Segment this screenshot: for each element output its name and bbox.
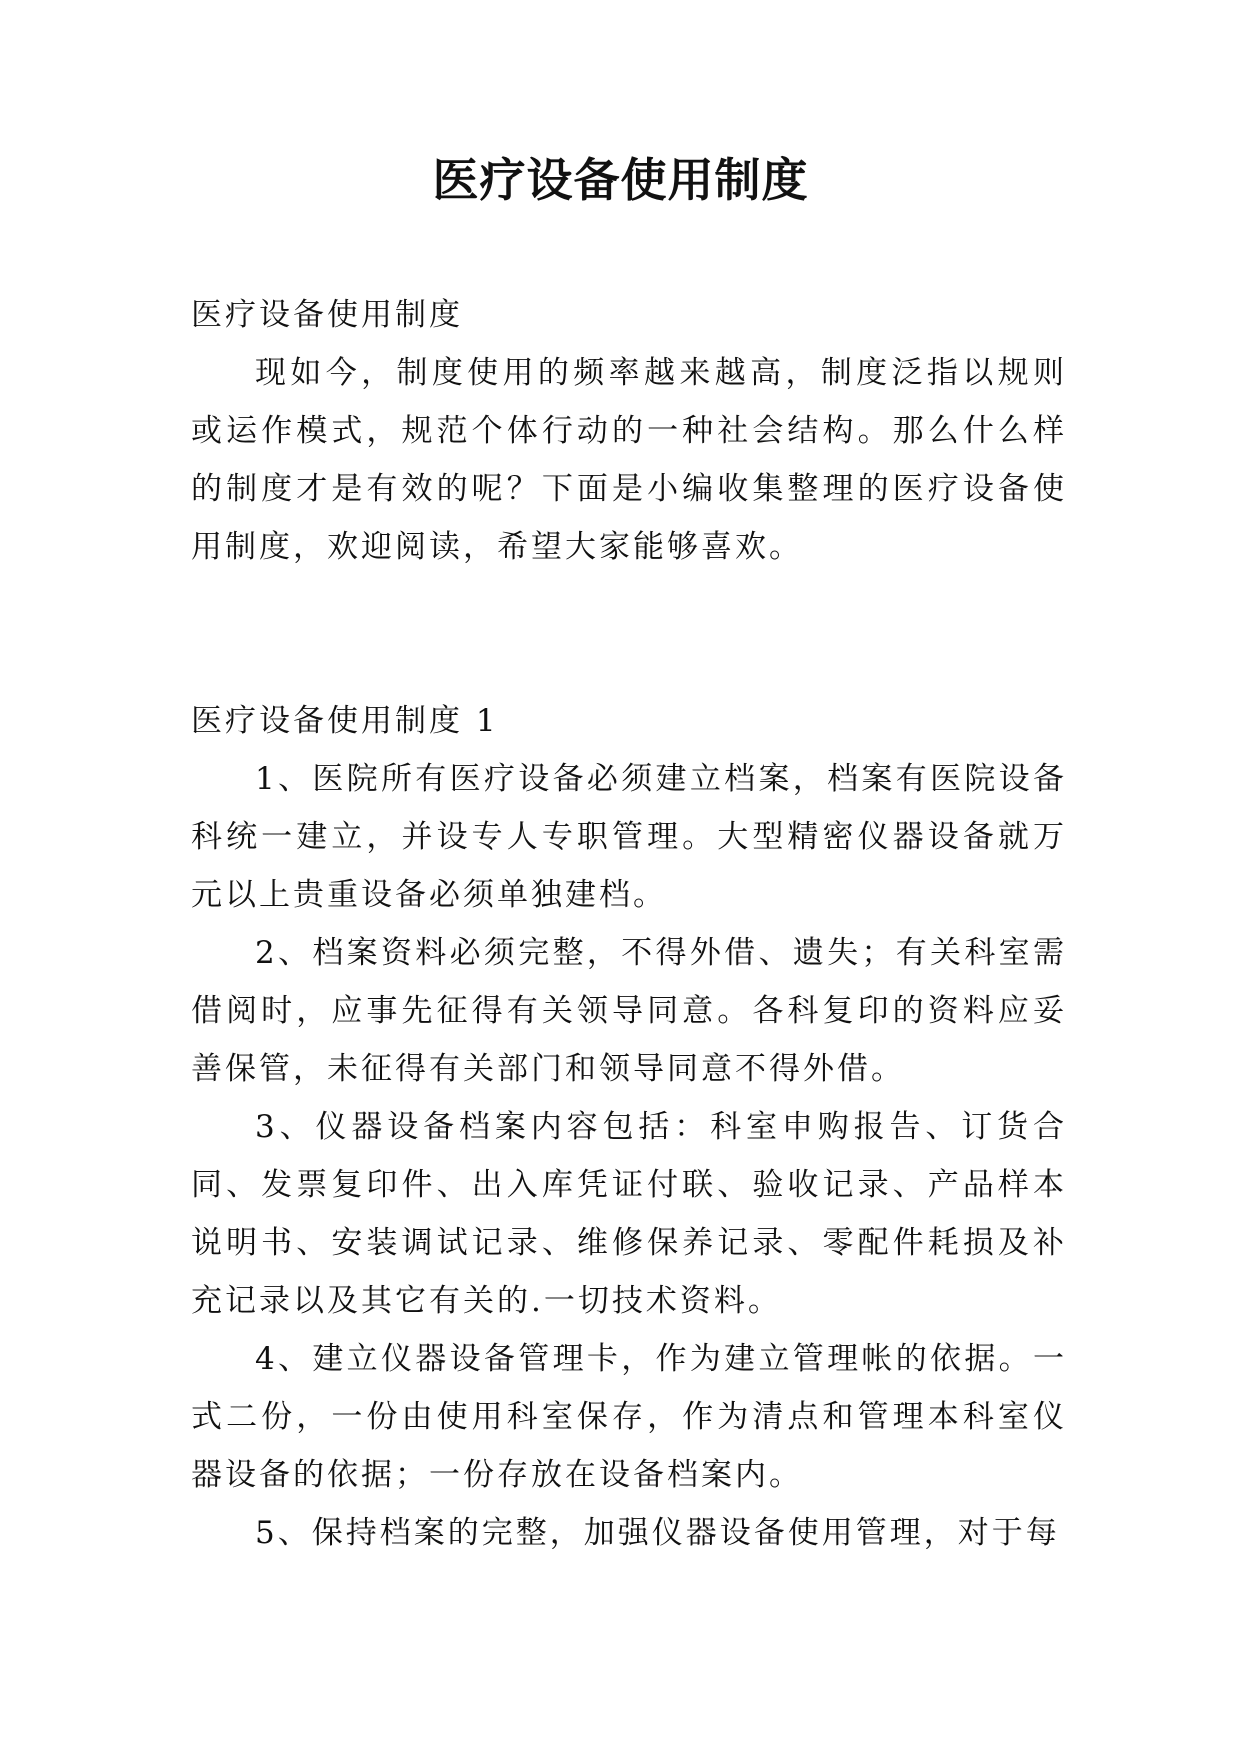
document-body (191, 286, 1067, 1562)
document-title: 医疗设备使用制度 (432, 153, 809, 207)
section-heading: 医疗设备使用制度 1 (191, 703, 499, 739)
intro-paragraph: 现如今，制度使用的频率越来越高，制度泛指以规则或运作模式，规范个体行动的一种社会结构。那么什么样的制度才是有效的呢？下面是小编收集整理的医疗设备使用制度，欢迎阅读，希望大家能够喜欢。 (191, 355, 1067, 565)
list-item: 1、医院所有医疗设备必须建立档案，档案有医院设备科统一建立，并设专人专职管理。大型精密仪器设备就万元以上贵重设备必须单独建档。 (191, 761, 1067, 913)
section-gap (191, 576, 1067, 692)
list-item: 5、保持档案的完整，加强仪器设备使用管理，对于每 (255, 1515, 1060, 1551)
intro-heading: 医疗设备使用制度 (191, 297, 463, 333)
list-item: 4、建立仪器设备管理卡，作为建立管理帐的依据。一式二份，一份由使用科室保存，作为清点和管理本科室仪器设备的依据；一份存放在设备档案内。 (191, 1341, 1067, 1493)
list-item: 2、档案资料必须完整，不得外借、遗失；有关科室需借阅时，应事先征得有关领导同意。各科复印的资料应妥善保管，未征得有关部门和领导同意不得外借。 (191, 935, 1067, 1087)
list-item: 3、仪器设备档案内容包括：科室申购报告、订货合同、发票复印件、出入库凭证付联、验收记录、产品样本说明书、安装调试记录、维修保养记录、零配件耗损及补充记录以及其它有关的.一切技术资料。 (191, 1109, 1067, 1319)
